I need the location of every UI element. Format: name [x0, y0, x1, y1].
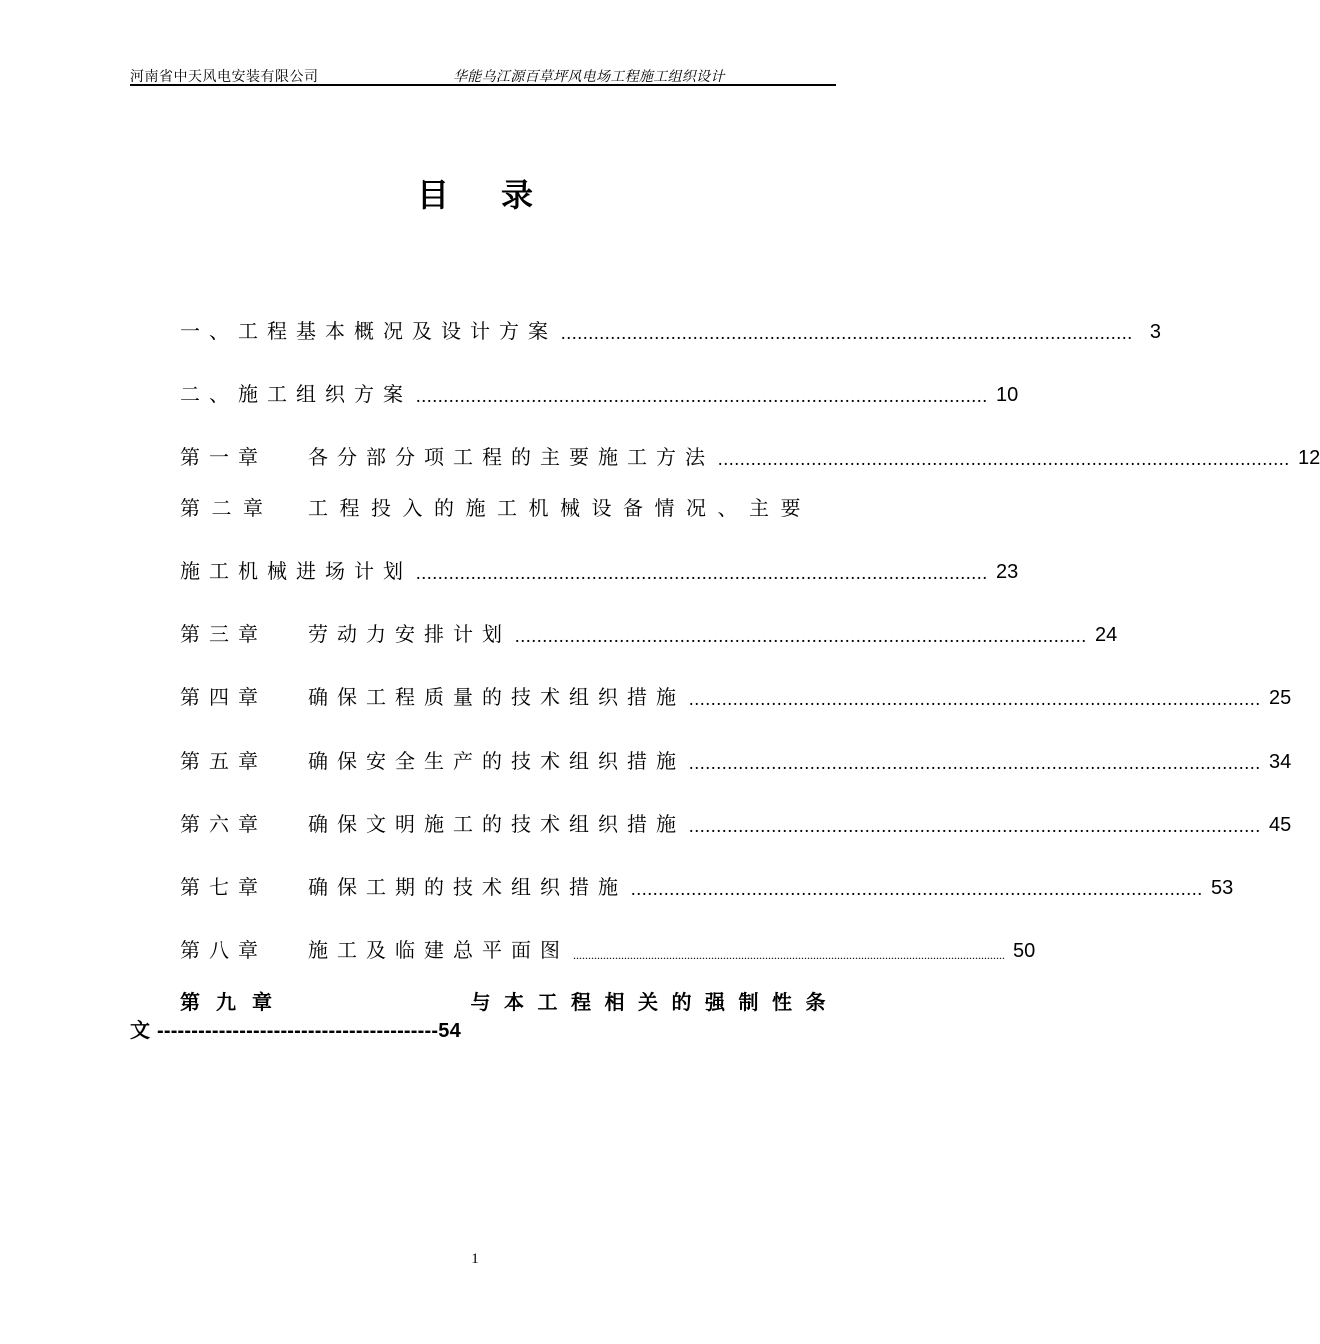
- footer-page-number: 1: [471, 1251, 479, 1267]
- toc-page-number: 54: [438, 1020, 461, 1042]
- toc-leader: ........................................................................................................: [689, 816, 1261, 836]
- toc-page-number: 3: [1149, 321, 1161, 343]
- toc-page-number: 10: [996, 384, 1019, 406]
- header-rule: [130, 84, 836, 86]
- toc-page-number: 34: [1269, 751, 1292, 773]
- toc-page-number: 12: [1298, 447, 1320, 469]
- toc-entry-title-continued: 文: [130, 1018, 150, 1042]
- toc-chapter-label: 第七章: [180, 875, 267, 899]
- toc-leader: ........................................................................................................: [631, 879, 1203, 899]
- toc-entry[interactable]: [180, 377, 1019, 407]
- toc-leader: ................................................................................................................................................: [573, 948, 1005, 962]
- toc-entry-title: 确保文明施工的技术组织措施: [308, 812, 685, 836]
- toc-entry-title: 一、工程基本概况及设计方案: [180, 319, 557, 343]
- toc-entry[interactable]: [180, 744, 1292, 774]
- toc-leader: ........................................................................................................: [416, 386, 988, 406]
- toc-entry-title: 与本工程相关的强制性条: [470, 990, 839, 1014]
- toc-chapter-label: 第一章: [180, 445, 267, 469]
- toc-entry-title: 施工机械进场计划: [180, 559, 412, 583]
- header-project-title: 华能乌江源百草坪风电场工程施工组织设计: [453, 69, 725, 85]
- toc-page-number: 50: [1013, 940, 1036, 962]
- toc-chapter-label: 第五章: [180, 749, 267, 773]
- toc-entry-title: 工程投入的施工机械设备情况、主要: [308, 496, 812, 520]
- toc-page-number: 25: [1269, 687, 1292, 709]
- toc-entry[interactable]: [180, 933, 1036, 963]
- toc-entry[interactable]: [180, 680, 1292, 710]
- toc-leader: ........................................................................................................: [689, 689, 1261, 709]
- toc-page-number: 45: [1269, 814, 1292, 836]
- toc-entry-continuation[interactable]: [180, 554, 1019, 584]
- toc-chapter-label: 第九章: [180, 990, 288, 1014]
- toc-entry[interactable]: [180, 314, 1161, 344]
- toc-entry[interactable]: [180, 491, 826, 521]
- toc-page-number: 24: [1095, 624, 1118, 646]
- toc-chapter-label: 第二章: [180, 496, 275, 520]
- toc-entry[interactable]: [180, 807, 1292, 837]
- toc-leader: ........................................................................................................: [515, 626, 1087, 646]
- toc-entry-title: 确保工期的技术组织措施: [308, 875, 627, 899]
- toc-entry-chapter9[interactable]: [180, 986, 839, 1015]
- toc-entry-title: 劳动力安排计划: [308, 622, 511, 646]
- toc-chapter-label: 第四章: [180, 685, 267, 709]
- toc-leader: ........................................................................................................: [561, 323, 1133, 343]
- page-title: 目录: [416, 176, 585, 214]
- toc-leader: ........................................................................................................: [689, 753, 1261, 773]
- toc-entry[interactable]: [180, 870, 1234, 900]
- header-company: 河南省中天风电安装有限公司: [130, 69, 319, 85]
- toc-leader: ........................................................................................................: [416, 563, 988, 583]
- toc-leader: -----------------------------------------: [156, 1020, 439, 1042]
- toc-chapter-label: 第六章: [180, 812, 267, 836]
- toc-entry-title: 施工及临建总平面图: [308, 938, 569, 962]
- toc-entry[interactable]: [180, 617, 1118, 647]
- toc-entry-title: 确保工程质量的技术组织措施: [308, 685, 685, 709]
- toc-chapter-label: 第八章: [180, 938, 267, 962]
- toc-page-number: 23: [996, 561, 1019, 583]
- toc-entry-title: 确保安全生产的技术组织措施: [308, 749, 685, 773]
- toc-leader: ........................................................................................................: [718, 449, 1290, 469]
- toc-entry-chapter9-continuation[interactable]: [130, 1014, 461, 1043]
- toc-chapter-label: 第三章: [180, 622, 267, 646]
- toc-entry-title: 二、施工组织方案: [180, 382, 412, 406]
- toc-entry[interactable]: [180, 440, 1320, 470]
- toc-entry-title: 各分部分项工程的主要施工方法: [308, 445, 714, 469]
- toc-page-number: 53: [1211, 877, 1234, 899]
